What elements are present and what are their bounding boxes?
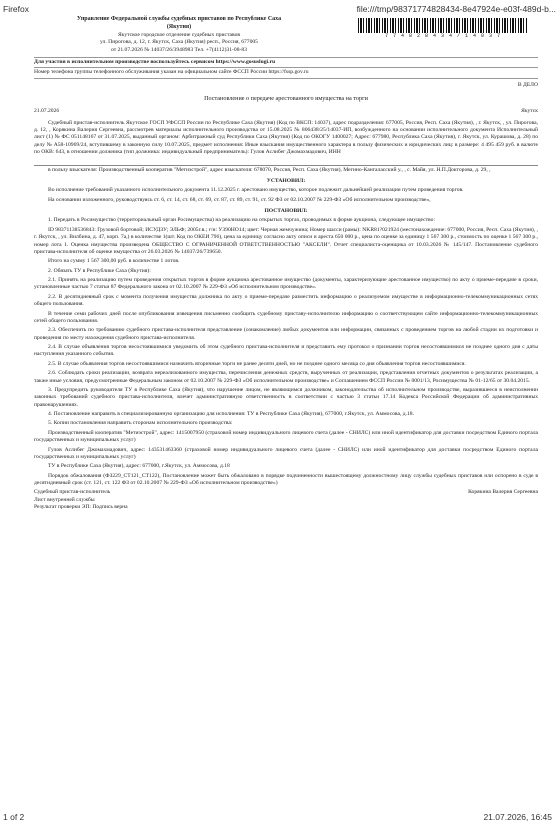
v-delo-stamp: В ДЕЛО xyxy=(517,81,538,88)
dept-line-3: от 21.07.2026 № 14037/26/3948983 Тел. +7(4112)31-08-83 xyxy=(111,46,247,53)
signer-name: Корякина Валерия Сергеевна xyxy=(468,489,538,496)
page-indicator: 1 of 2 xyxy=(3,812,25,822)
document-title: Постановление о передаче арестованного имущества на торги xyxy=(204,95,368,103)
blank-line xyxy=(34,159,538,166)
paragraph-2-3: 2.3. Обеспечить по требованию судебного пристава-исполнителя представление (ознакомление) любых документов или информации, связанных с проведением торгов на любой стадии их подготовки и проведения по месту нахождения судебного пристава-исполнителя. xyxy=(34,327,538,341)
paragraph-2-6: 2.6. Соблюдать сроки реализации, возврата нереализованного имущества, перечисления денежных средств, вырученных от реализации, представления отчетных документов о результатах реализации, а также иные условия, предусмотренные Федеральным законом от 02.10.2007 № 229-ФЗ «Об исполнительном производстве» и Соглашением ФССП России № 0001/13, Росимущества № 01-12/65 от 30.04.2015. xyxy=(34,370,538,384)
check-line-2: Результат проверки ЭП: Подпись верна xyxy=(34,504,128,511)
paragraph-5: 5. Копии постановления направить сторонам исполнительного производства: xyxy=(48,420,233,427)
browser-url[interactable]: file:///tmp/98371774828434-8e47924e-e03f-489d-b... xyxy=(356,4,556,14)
print-datetime: 21.07.2026, 16:45 xyxy=(483,812,552,822)
document-header xyxy=(34,16,538,54)
ustanovil-text: Во исполнение требований указанного исполнительного документа 11.12.2025 г. арестовано имущество, которое подлежит дальнейшей реализации путем проведения торгов. xyxy=(48,187,464,194)
paragraph-4: 4. Постановление направить в специализированную организацию для исполнения: ТУ в Республике Саха (Якутия), 677000, г.Якутск, ул. Аммосова, д.18. xyxy=(48,411,414,417)
document-date: 21.07.2026 xyxy=(34,108,60,115)
hotline-notice: Номер телефона группы телефонного обслуживания указан на официальном сайте ФССП России https://fssp.gov.ru xyxy=(34,67,538,78)
intro-paragraph-2: в пользу взыскателя: Производственный кооператив "Метиэстрой", адрес взыскателя: 678070, Россия, Респ. Саха (Якутия), Мегино-Кангаласский у., , с. Майя, ул. Н.П.Докторова, д. 29, , xyxy=(48,166,491,173)
barcode-number: 7 7 4 8 2 8 4 3 4 / 1 4 0 3 7 xyxy=(384,33,501,39)
paragraph-5-b: Гулов Аслибег Джомахмадович, адрес: 143531463360 (страховой номер индивидуального лицевого счета (далее - СНИЛС) или иной идентификатор для доставки посредством Единого портала государственных и муниципальных услуг) xyxy=(34,446,538,460)
gosuslugi-notice: Для участия в исполнительном производстве воспользуйтесь сервисом https://www.gosuslugi.ru xyxy=(34,57,538,66)
paragraph-5-c: ТУ в Республике Саха (Якутия), адрес: 677000, г.Якутск, ул. Аммосова, д.18 xyxy=(48,463,230,470)
barcode-image xyxy=(358,18,528,33)
paragraph-2-2b: В течение семи рабочих дней после опубликования извещения письменно сообщить судебному приставу-исполнителю информацию о соответствующем сайте информационно-телекоммуникационных сетей общего пользования. xyxy=(34,310,538,324)
paragraph-2-1: 2.1. Принять на реализацию путем проведения открытых торгов в форме аукциона арестованное имущество (документы, характеризующие арестованное имущество) по акту о приеме-передаче в сроки, установленные частью 7 статьи 87 Федерального закона от 02.10.2007 № 229-ФЗ «Об исполнительном производстве». xyxy=(34,277,538,291)
document-city: Якутск xyxy=(521,108,538,115)
basis-text: На основании изложенного, руководствуясь ст. 6, ст. 14, ст. 68, ст. 69, ст. 87, ст. 89, ст. 91, ст. 92 ФЗ от 02.10.2007 № 229-ФЗ «Об исполнительном производстве», xyxy=(48,196,431,203)
date-line xyxy=(34,108,538,115)
dept-line-2: ул. Пирогова, д. 12, г. Якутск, Саха (Якутия) респ., Россия, 677005 xyxy=(100,39,258,46)
paragraph-2-5: 2.5. В случае объявления торгов несостоявшимися назначить вторичные торги не ранее десяти дней, но не позднее одного месяца со дня объявления торгов несостоявшимися. xyxy=(48,360,466,367)
org-block xyxy=(34,16,324,54)
paragraph-1-total: Итого на сумму 1 567 300,00 руб. в количестве 1 лотов. xyxy=(48,258,180,265)
intro-paragraph: Судебный пристав-исполнитель Якутское ГОСП УФССП России по Республике Саха (Якутия) (Код по ВКСП: 14037), адрес подразделения: 677005, Россия, Респ. Саха (Якутия), , г. Якутск, , ул. Пирогова, д. 12, , Корякина Валерия Сергеевна, рассмотрев материалы исполнительного производства от 15.08.2025 № 806438/25/14037-ИП, возбужденного на основании исполнительного документа Исполнительный лист (1) № ФС 051148167 от 31.07.2025, выданный органом: Арбитражный суд Республики Саха (Якутия) (Код по ОКОГУ 1400027; Адрес: 677980, Республика Саха (Якутия), г. Якутск, ул. Курашова, д. 28) по делу № А58-10969/24, вступившему в законную силу 10.07.2025, предмет исполнения: Иные взыскания имущественного характера в пользу физических и юридических лиц: в размере: 4 495 459 руб. в валюте по ОКВ: 643, в отношении должника (тип должника: индивидуальный предприниматель): Гулов Аслибег Джомахмадович, ИНН xyxy=(34,119,538,156)
dept-line-1: Якутское городское отделение судебных приставов xyxy=(117,31,241,38)
paragraph-2-2: 2.2. В десятидневный срок с момента получения имущества должника по акту о приеме-передаче разместить информацию о реализуемом имуществе в информационно-телекоммуникационных сетях общего пользования. xyxy=(34,293,538,308)
signer-title: Судебный пристав-исполнитель xyxy=(34,489,111,496)
paragraph-1: 1. Передать в Росимущество (территориальный орган Росимущества) на реализацию на открытых торгах, проводимых в форме аукциона, следующее имущество: xyxy=(48,217,436,224)
paragraph-2-4: 2.4. В случае объявления торгов несостоявшимися уведомить об этом судебного пристава-исполнителя и представить ему протокол о признании торгов несостоявшимися не позднее одного дня с даты наступления указанного события. xyxy=(34,344,538,358)
paragraph-1-item: ID 98371138536843: Грузовой бортовой; ИСУДЗУ; ЭЛЬФ; 2005г.в.; г/н: У390НО14; цвет: Черная жемчужина; Номер шасси (рамы): NKR81?021924 (местонахождение: 677000, Россия, Респ. Саха (Якутия), , г. Якутск, , ул. Вилбина, д. 47, корп. 7а,) в количестве 1(шт. Код по ОКЕИ 796), цена за единицу согласно акту описи и ареста 650 000 р., цена по оценке за единицу 1 567 300 р., стоимость по оценке 1 567 300 р., номер лота 1. Оценка имущества произведена ОБЩЕСТВО С ОГРАНИЧЕННОЙ ОТВЕТСТВЕННОСТЬЮ "АКСЕЛИ". Отчет специалиста-оценщика от 10.03.2026 № 145/147. Постановление судебного пристава-исполнителя об оценке имущества от 26.03.2026 № 14037/26/739650. xyxy=(34,226,538,255)
signature-line xyxy=(34,489,538,496)
paragraph-3: 3. Предупредить руководителя ТУ в Республике Саха (Якутия), что нарушение лицом, не являющимся должником, законодательства об исполнительном производстве, выразившееся в неисполнении законных требований судебного пристава-исполнителя, влечет административную ответственность в соответствии с частью 3 статьи 17.14 Кодекса Российской Федерации об административных правонарушениях. xyxy=(34,386,538,408)
org-line-2: (Якутия) xyxy=(166,23,192,30)
org-line-1: Управление Федеральной службы судебных приставов по Республике Саха xyxy=(76,16,282,22)
paragraph-2: 2. Обязать ТУ в Республике Саха (Якутия): xyxy=(48,267,151,274)
appeal-paragraph: Порядок обжалования (ФЗ229_СТ121_СТ122), Постановление может быть обжаловано в порядке подчиненности вышестоящему должностному лицу службы судебных приставов или оспорено в суде в десятидневный срок (ст. 121, ст. 122 ФЗ от 02.10.2007 № 229-ФЗ «Об исполнительном производстве») xyxy=(34,472,538,486)
postanovil-heading: ПОСТАНОВИЛ: xyxy=(264,208,308,214)
barcode-block xyxy=(348,16,538,40)
ustanovil-heading: УСТАНОВИЛ: xyxy=(266,177,306,184)
paragraph-5-a: Производственный кооператив "Метиэстрой", адрес: 1415007950 (страховой номер индивидуального лицевого счета (далее - СНИЛС) или иной идентификатор для доставки посредством Единого портала государственных и муниципальных услуг) xyxy=(34,429,538,444)
browser-app-name: Firefox xyxy=(3,4,29,14)
document-page xyxy=(34,16,538,512)
check-line-1: Лист внутренней службы xyxy=(34,496,95,503)
